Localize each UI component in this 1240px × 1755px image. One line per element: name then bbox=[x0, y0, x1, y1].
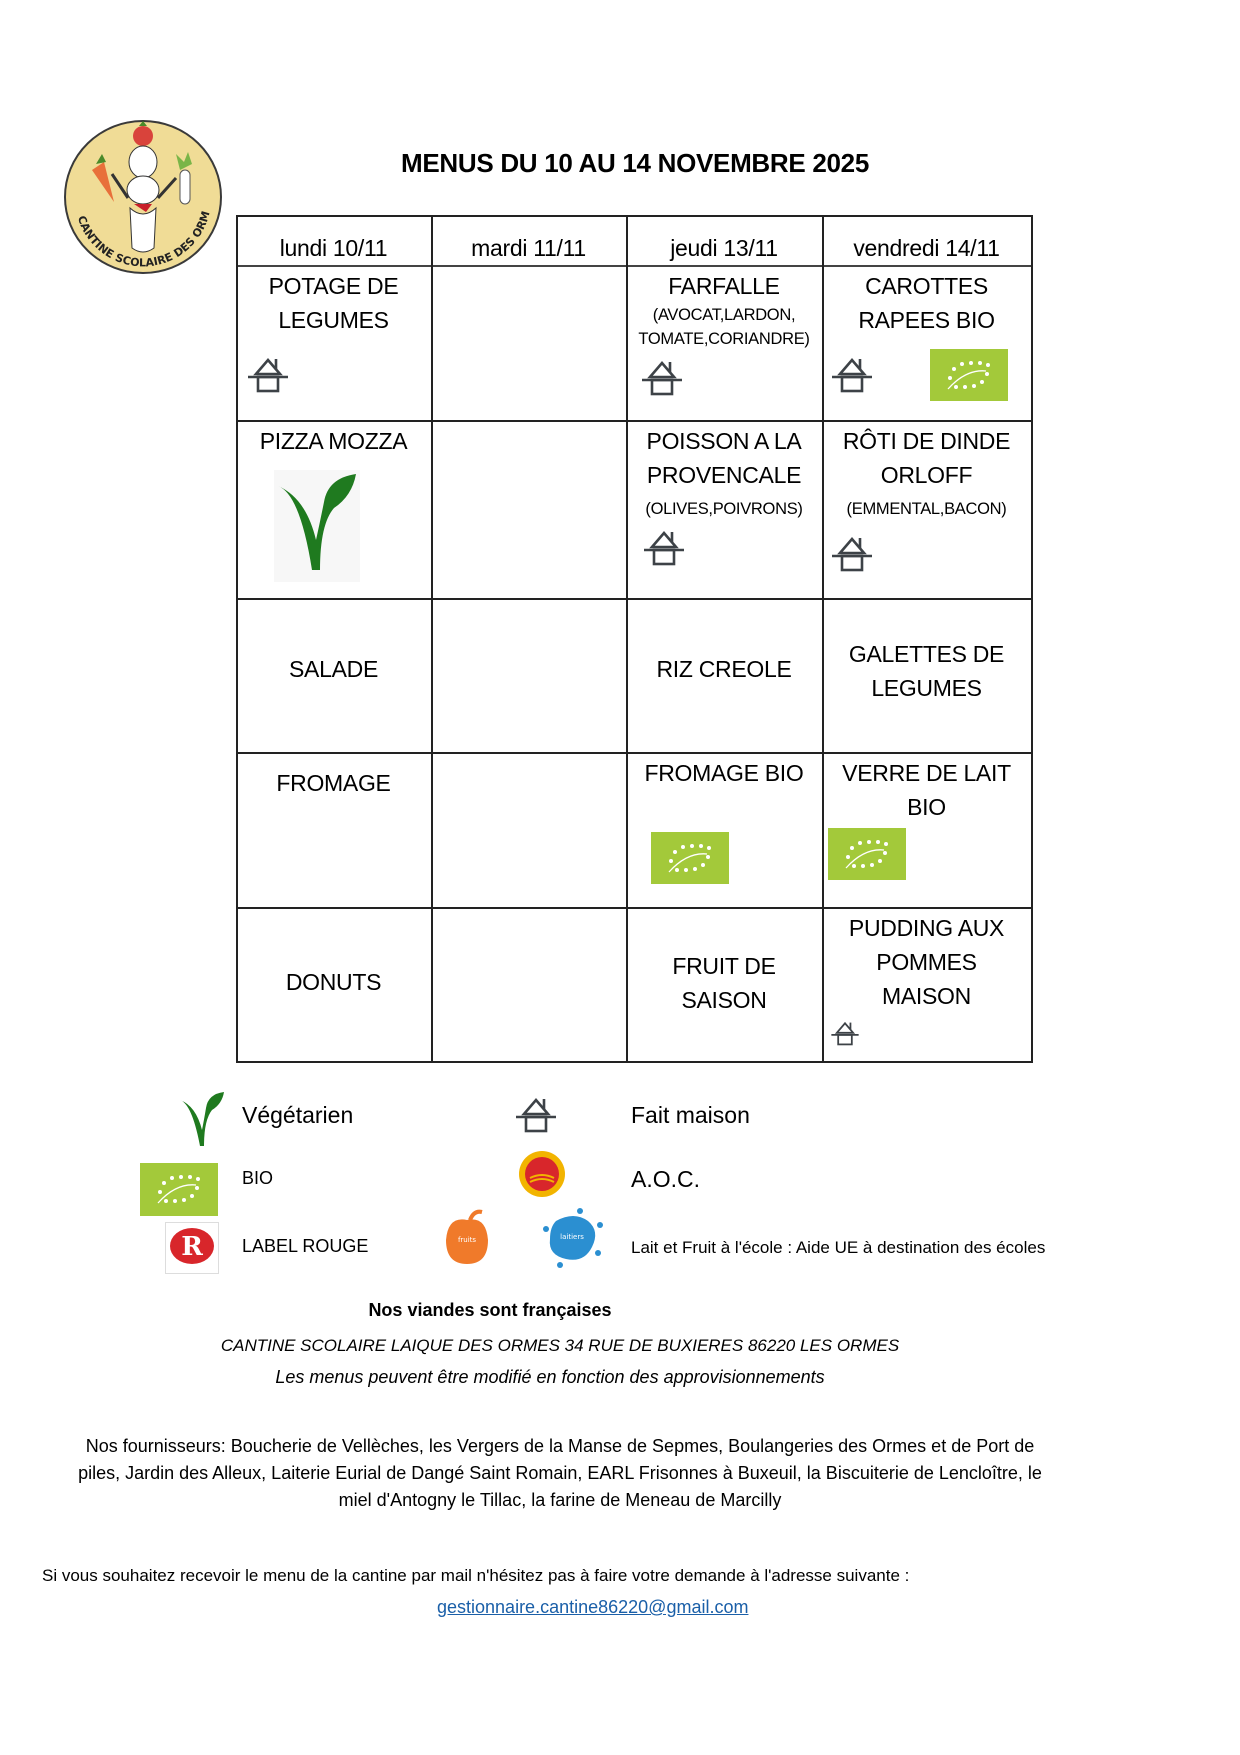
dish-name: FRUIT DE bbox=[672, 953, 776, 979]
dish-name: BIO bbox=[907, 794, 946, 820]
dish-name: PUDDING AUX bbox=[848, 915, 1005, 941]
dish-name: MAISON bbox=[882, 983, 971, 1009]
fait-maison-icon bbox=[830, 536, 874, 577]
legend-label-rouge: LABEL ROUGE bbox=[242, 1236, 369, 1256]
cantine-logo bbox=[62, 118, 224, 276]
dish-name: SALADE bbox=[289, 656, 378, 682]
suppliers-line-2: piles, Jardin des Alleux, Laiterie Eurial de Dangé Saint Romain, EARL Frisonnes à Buxeuil, la Biscuiterie de Lencloître, le bbox=[78, 1463, 1042, 1483]
legend-lait-fruit: Lait et Fruit à l'école : Aide UE à destination des écoles bbox=[631, 1238, 1046, 1257]
dish-name: RÔTI DE DINDE bbox=[842, 428, 1011, 454]
bio-icon bbox=[828, 828, 906, 885]
menu-cell bbox=[822, 756, 1031, 824]
dish-name: POISSON A LA bbox=[646, 428, 802, 454]
menu-cell bbox=[236, 965, 431, 999]
dish-name: FROMAGE BIO bbox=[644, 760, 804, 786]
vegetarian-icon bbox=[274, 470, 360, 587]
fait-maison-icon bbox=[514, 1097, 558, 1133]
produits-laitiers-ecole-icon bbox=[540, 1207, 606, 1274]
dish-name: GALETTES DE bbox=[848, 641, 1005, 667]
day-header-vendredi: vendredi 14/11 bbox=[853, 235, 1000, 261]
svg-text:R: R bbox=[181, 1232, 203, 1262]
legend-vegetarien: Végétarien bbox=[242, 1102, 354, 1128]
fait-maison-icon bbox=[830, 1021, 860, 1051]
menu-cell bbox=[822, 269, 1031, 337]
dish-name: ORLOFF bbox=[880, 462, 973, 488]
page-title: MENUS DU 10 AU 14 NOVEMBRE 2025 bbox=[401, 148, 869, 178]
mail-request: Si vous souhaitez recevoir le menu de la cantine par mail n'hésitez pas à faire votre demande à l'adresse suivante : bbox=[42, 1566, 910, 1585]
fait-maison-icon bbox=[830, 357, 874, 398]
legend-bio: BIO bbox=[242, 1168, 274, 1188]
menu-cell bbox=[822, 911, 1031, 1013]
suppliers-line-3: miel d'Antogny le Tillac, la farine de Meneau de Marcilly bbox=[338, 1490, 782, 1510]
dish-ingredients: TOMATE,CORIANDRE) bbox=[638, 330, 810, 348]
menu-cell bbox=[236, 652, 431, 686]
menu-cell bbox=[822, 424, 1031, 526]
legend-aoc: A.O.C. bbox=[631, 1166, 701, 1192]
day-header-jeudi: jeudi 13/11 bbox=[670, 235, 778, 261]
menu-cell bbox=[626, 269, 822, 351]
svg-text:laitiers: laitiers bbox=[560, 1233, 584, 1241]
dish-name: FARFALLE bbox=[668, 273, 780, 299]
logo-text: CANTINE SCOLAIRE DES ORM bbox=[74, 209, 213, 270]
email-link[interactable]: gestionnaire.cantine86220@gmail.com bbox=[437, 1597, 749, 1617]
menu-cell bbox=[236, 269, 431, 337]
dish-name: LEGUMES bbox=[871, 675, 982, 701]
dish-name: PROVENCALE bbox=[646, 462, 802, 488]
dish-name: RIZ CREOLE bbox=[656, 656, 792, 682]
fait-maison-icon bbox=[246, 357, 290, 398]
menu-cell bbox=[236, 766, 431, 800]
bio-icon bbox=[930, 349, 1008, 406]
label-rouge-icon bbox=[165, 1222, 219, 1279]
dish-ingredients: (AVOCAT,LARDON, bbox=[652, 306, 796, 324]
bio-icon bbox=[140, 1163, 218, 1221]
legend-fait-maison: Fait maison bbox=[631, 1102, 750, 1128]
menu-cell bbox=[626, 949, 822, 1017]
svg-text:fruits: fruits bbox=[457, 1236, 477, 1244]
dish-name: POTAGE DE bbox=[268, 273, 399, 299]
fruits-legumes-ecole-icon bbox=[442, 1208, 492, 1271]
dish-name: LEGUMES bbox=[278, 307, 389, 333]
dish-ingredients: (OLIVES,POIVRONS) bbox=[645, 500, 803, 518]
aoc-icon bbox=[518, 1150, 566, 1203]
dish-ingredients: (EMMENTAL,BACON) bbox=[846, 500, 1007, 518]
dish-name: FROMAGE bbox=[276, 770, 391, 796]
cantine-address: CANTINE SCOLAIRE LAIQUE DES ORMES 34 RUE DE BUXIERES 86220 LES ORMES bbox=[220, 1336, 900, 1355]
day-header-lundi: lundi 10/11 bbox=[279, 235, 388, 261]
suppliers-line-1: Nos fournisseurs: Boucherie de Vellèches, les Vergers de la Manse de Sepmes, Boulangeries des Ormes et de Port de bbox=[85, 1436, 1035, 1456]
fait-maison-icon bbox=[640, 360, 684, 401]
day-header-mardi: mardi 11/11 bbox=[471, 235, 586, 261]
menu-cell bbox=[626, 756, 822, 790]
vegetarian-icon bbox=[178, 1090, 226, 1155]
dish-name: POMMES bbox=[876, 949, 977, 975]
menu-cell bbox=[626, 424, 822, 526]
menu-cell bbox=[822, 637, 1031, 705]
viandes-francaises: Nos viandes sont françaises bbox=[368, 1300, 612, 1320]
dish-name: PIZZA MOZZA bbox=[259, 428, 408, 454]
menu-notice: Les menus peuvent être modifié en fonction des approvisionnements bbox=[275, 1367, 825, 1387]
dish-name: VERRE DE LAIT bbox=[842, 760, 1011, 786]
fait-maison-icon bbox=[642, 530, 686, 571]
menu-table bbox=[236, 215, 1033, 1063]
dish-name: DONUTS bbox=[285, 969, 382, 995]
bio-icon bbox=[651, 832, 729, 889]
dish-name: CAROTTES bbox=[865, 273, 988, 299]
dish-name: RAPEES BIO bbox=[858, 307, 995, 333]
menu-cell bbox=[236, 424, 431, 458]
dish-name: SAISON bbox=[681, 987, 767, 1013]
menu-cell bbox=[626, 652, 822, 686]
